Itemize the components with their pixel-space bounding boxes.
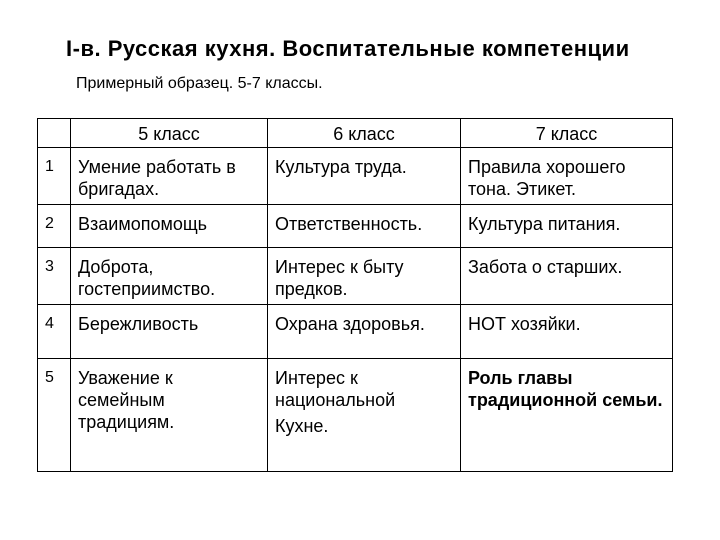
header-grade-5: 5 класс bbox=[71, 119, 268, 148]
cell-grade-6: Культура труда. bbox=[268, 148, 461, 205]
cell-grade-7: Забота о старших. bbox=[461, 248, 673, 305]
table-row bbox=[38, 359, 673, 472]
cell-grade-6: Охрана здоровья. bbox=[268, 305, 461, 359]
cell-grade-5: Уважение к семейным традициям. bbox=[71, 359, 268, 472]
competencies-table bbox=[37, 118, 673, 472]
cell-grade-6 bbox=[268, 359, 461, 472]
cell-grade-6: Интерес к быту предков. bbox=[268, 248, 461, 305]
table-row bbox=[38, 148, 673, 205]
cell-grade-5: Доброта, гостеприимство. bbox=[71, 248, 268, 305]
page-subtitle: Примерный образец. 5-7 классы. bbox=[76, 75, 323, 92]
row-number: 1 bbox=[38, 148, 71, 205]
row-number: 4 bbox=[38, 305, 71, 359]
table-row bbox=[38, 248, 673, 305]
header-number bbox=[38, 119, 71, 148]
cell-grade-5: Взаимопомощь bbox=[71, 205, 268, 248]
page-title: I-в. Русская кухня. Воспитательные компетенции bbox=[66, 36, 630, 61]
cell-grade-7: Правила хорошего тона. Этикет. bbox=[461, 148, 673, 205]
cell-grade-6-tail: Кухне. bbox=[275, 416, 329, 436]
cell-grade-5: Умение работать в бригадах. bbox=[71, 148, 268, 205]
cell-grade-7: НОТ хозяйки. bbox=[461, 305, 673, 359]
table-header-row bbox=[38, 119, 673, 148]
cell-grade-7: Роль главы традиционной семьи. bbox=[461, 359, 673, 472]
header-grade-6: 6 класс bbox=[268, 119, 461, 148]
cell-grade-6-text: Интерес к национальной bbox=[275, 368, 396, 410]
header-grade-7: 7 класс bbox=[461, 119, 673, 148]
row-number: 3 bbox=[38, 248, 71, 305]
row-number: 5 bbox=[38, 359, 71, 472]
row-number: 2 bbox=[38, 205, 71, 248]
cell-grade-5: Бережливость bbox=[71, 305, 268, 359]
table-row bbox=[38, 305, 673, 359]
cell-grade-7: Культура питания. bbox=[461, 205, 673, 248]
table-row bbox=[38, 205, 673, 248]
cell-grade-6: Ответственность. bbox=[268, 205, 461, 248]
